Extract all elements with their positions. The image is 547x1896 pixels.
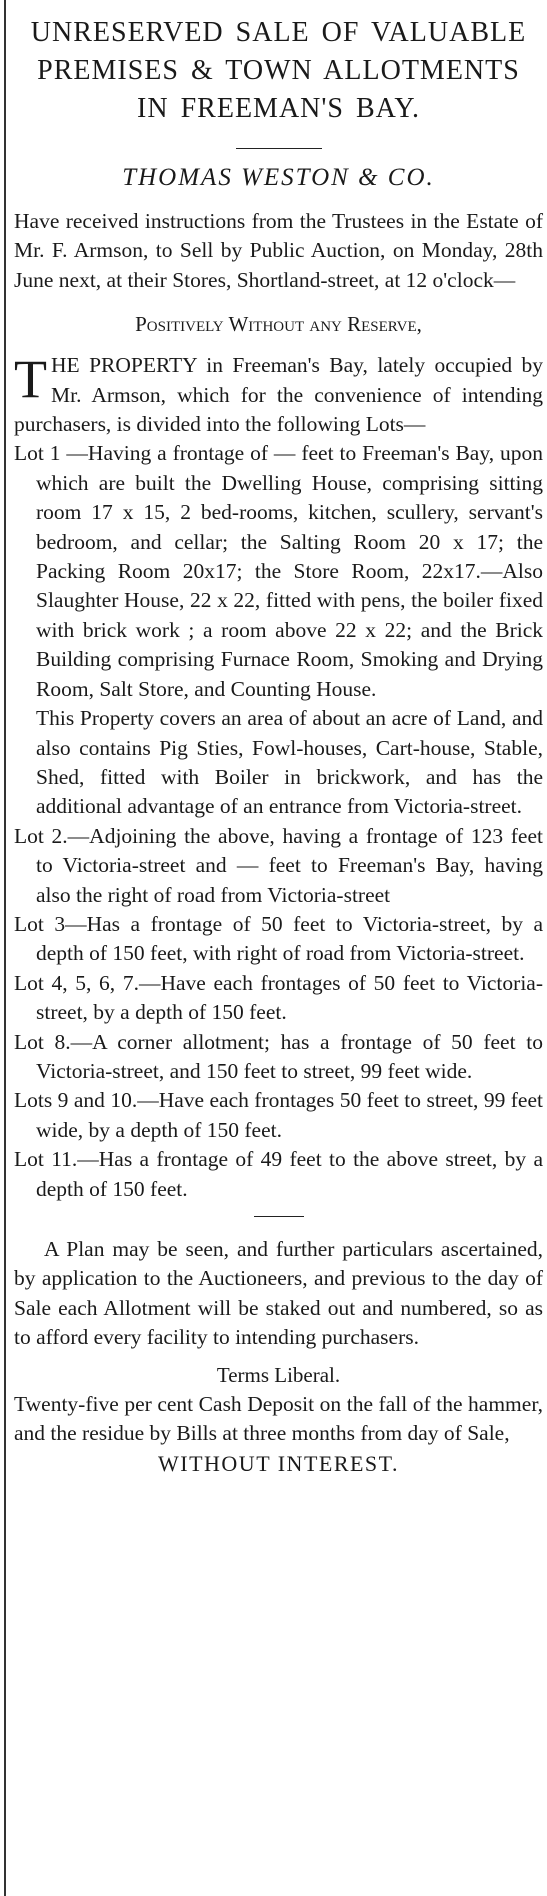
headline-divider (236, 148, 322, 149)
drop-cap: T (14, 349, 47, 410)
closing-line: WITHOUT INTEREST. (158, 1450, 399, 1476)
property-text: HE PROPERTY in Freeman's Bay, lately occupied by Mr. Armson, which for the convenience of intending purchasers, is divided into the following Lots— (14, 353, 543, 437)
lot-8: Lot 8.—A corner allotment; has a frontage of 50 feet to Victoria-street, and 150 feet to street, 99 feet wide. (14, 1029, 543, 1083)
lot-1-detail: This Property covers an area of about an acre of Land, and also contains Pig Sties, Fowl-houses, Cart-house, Stable, Shed, fitted with Boiler in brickwork, and has the additional advantage of an entrance from Victoria-street. (36, 706, 543, 819)
column-rule (4, 0, 6, 1896)
lot-4-7: Lot 4, 5, 6, 7.—Have each frontages of 50 feet to Victoria-street, by a depth of 150 feet. (14, 970, 543, 1025)
lot-2: Lot 2.—Adjoining the above, having a frontage of 123 feet to Victoria-street and — feet to Freeman's Bay, having also the right of road from Victoria-street (14, 823, 543, 907)
advertisement-body (14, 0, 543, 1477)
headline-line-1: UNRESERVED SALE OF VALUABLE (30, 17, 527, 48)
lot-1: Lot 1 —Having a frontage of — feet to Freeman's Bay, upon which are built the Dwelling House, comprising sitting room 17 x 15, 2 bed-rooms, kitchen, scullery, servant's bedroom, and cellar; the Salting Room 20 x 17; the Packing Room 20x17; the Store Room, 22x17.—Also Slaughter House, 22 x 22, fitted with pens, the boiler fixed with brick work ; a room above 22 x 22; and the Brick Building comprising Furnace Room, Smoking and Drying Room, Salt Store, and Counting House. (14, 441, 543, 701)
lot-9-10: Lots 9 and 10.—Have each frontages 50 feet to street, 99 feet wide, by a depth of 150 feet. (14, 1088, 543, 1142)
section-divider (254, 1216, 304, 1217)
headline-line-2: PREMISES & TOWN ALLOTMENTS (37, 55, 520, 86)
plan-paragraph: A Plan may be seen, and further particulars ascertained, by application to the Auctioneers, and previous to the day of Sale each Allotment will be staked out and numbered, so as to afford every facility to intending purchasers. (14, 1237, 543, 1350)
deposit-paragraph: Twenty-five per cent Cash Deposit on the fall of the hammer, and the residue by Bills at three months from day of Sale, (14, 1392, 543, 1446)
lots-list (14, 439, 543, 1204)
auctioneer-name: THOMAS WESTON & CO. (122, 164, 435, 191)
reserve-notice: Positively Without any Reserve, (135, 312, 422, 337)
headline (14, 14, 543, 128)
lot-11: Lot 11.—Has a frontage of 49 feet to the above street, by a depth of 150 feet. (14, 1147, 543, 1201)
headline-line-3: IN FREEMAN'S BAY. (137, 93, 420, 124)
property-paragraph (14, 351, 543, 439)
terms-line: Terms Liberal. (216, 1362, 341, 1387)
intro-paragraph: Have received instructions from the Trustees in the Estate of Mr. F. Armson, to Sell by Public Auction, on Monday, 28th June next, at their Stores, Shortland-street, at 12 o'clock— (14, 209, 543, 292)
lot-3: Lot 3—Has a frontage of 50 feet to Victoria-street, by a depth of 150 feet, with right of road from Victoria-street. (14, 911, 543, 966)
